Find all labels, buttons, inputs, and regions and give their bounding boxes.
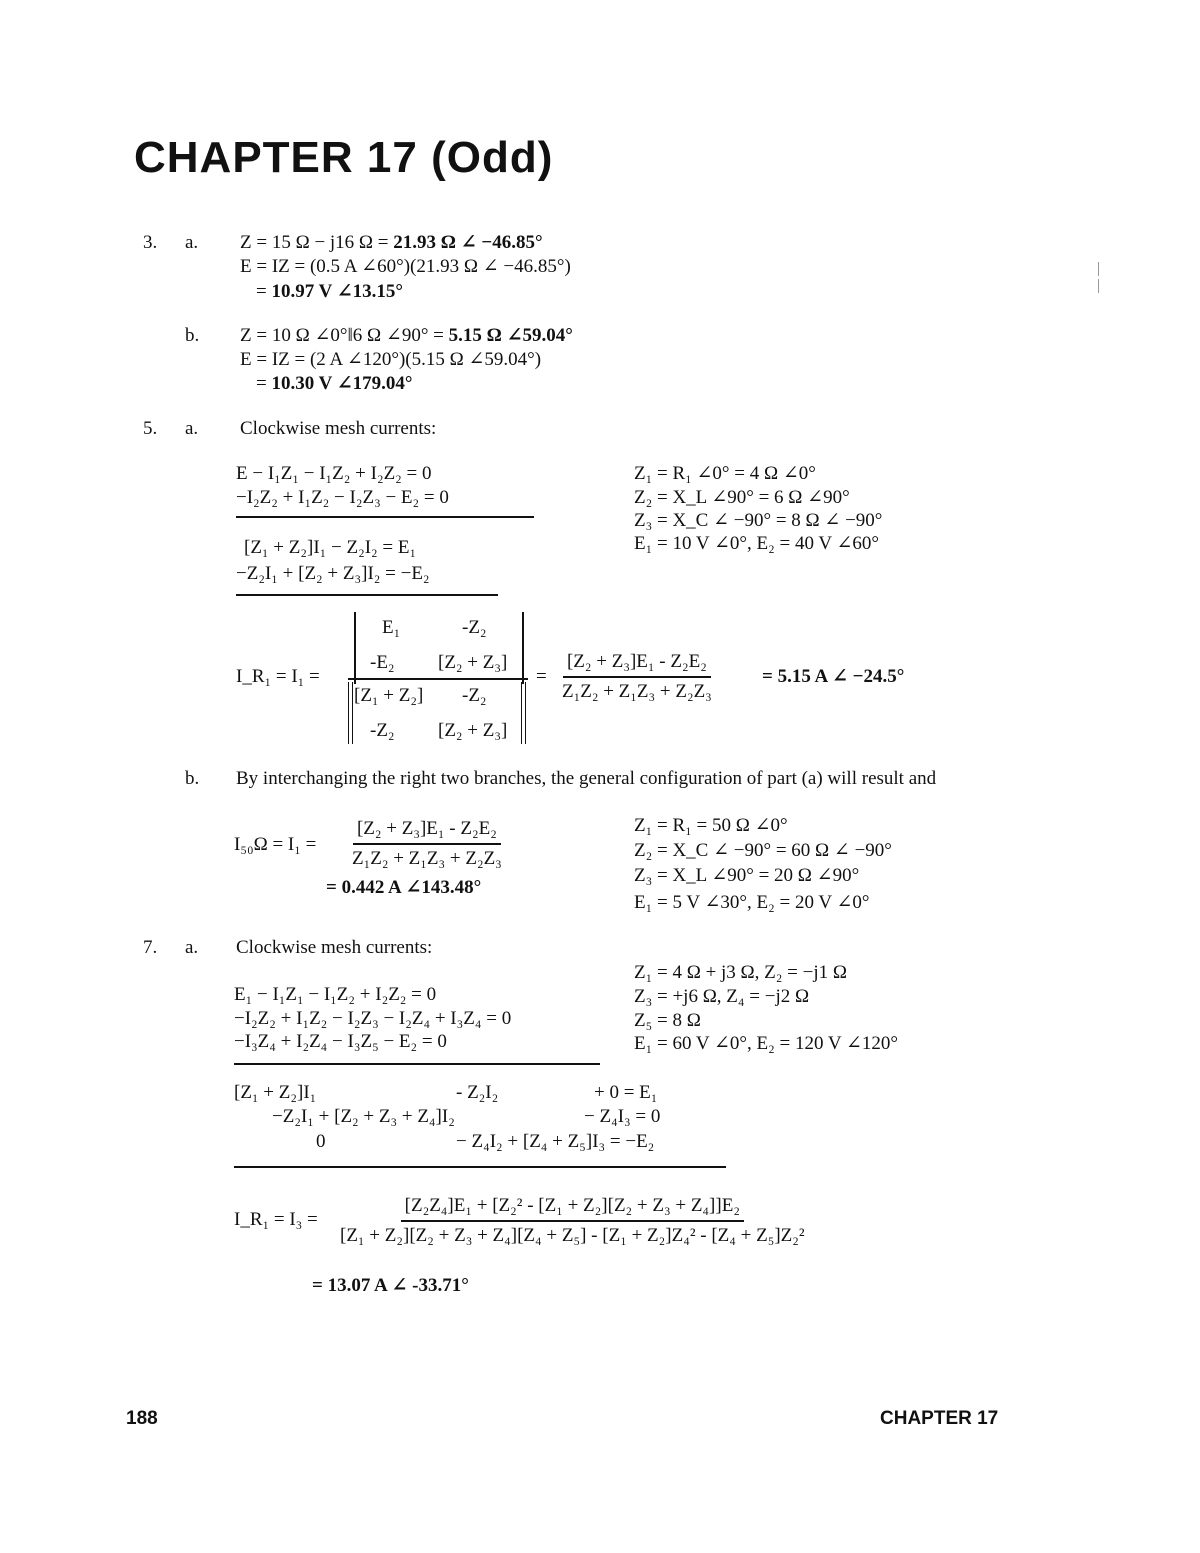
problem-5a-fraction bbox=[558, 651, 716, 703]
problem-7a-heading: Clockwise mesh currents: bbox=[236, 937, 433, 958]
problem-5b-def-z1: Z₁ = R₁ = 50 Ω ∠0° bbox=[634, 815, 788, 836]
det-num-right-bar bbox=[522, 612, 524, 684]
problem-3b-voltage-result: 10.30 V ∠179.04° bbox=[271, 373, 413, 394]
problem-5a-rule-1 bbox=[236, 516, 534, 518]
problem-7a-fraction-numerator: [Z₂Z₄]E₁ + [Z₂² - [Z₁ + Z₂][Z₂ + Z₃ + Z₄]]E₂ bbox=[401, 1195, 744, 1222]
problem-7a-label: a. bbox=[185, 937, 199, 958]
problem-5a-fraction-numerator: [Z₂ + Z₃]E₁ - Z₂E₂ bbox=[563, 651, 711, 678]
det-num-left-bar bbox=[354, 612, 356, 684]
problem-5a-mesh-eq2: −I₂Z₂ + I₁Z₂ − I₂Z₃ − E₂ = 0 bbox=[236, 487, 449, 508]
problem-5-number: 5. bbox=[143, 418, 158, 439]
problem-5a-def-z2: Z₂ = X_L ∠90° = 6 Ω ∠90° bbox=[634, 487, 850, 508]
problem-7a-sys-r2c3: − Z₄I₃ = 0 bbox=[584, 1106, 661, 1127]
margin-mark bbox=[1098, 262, 1099, 276]
problem-3b-line2: E = IZ = (2 A ∠120°)(5.15 Ω ∠59.04°) bbox=[240, 349, 542, 370]
problem-7a-rule-2 bbox=[234, 1166, 726, 1168]
problem-7a-fraction bbox=[336, 1195, 809, 1247]
problem-3a-line2: E = IZ = (0.5 A ∠60°)(21.93 Ω ∠ −46.85°) bbox=[240, 256, 571, 277]
problem-7a-def-e: E₁ = 60 V ∠0°, E₂ = 120 V ∠120° bbox=[634, 1033, 898, 1054]
det-den-a11: [Z₁ + Z₂] bbox=[354, 685, 424, 706]
problem-3a-label: a. bbox=[185, 232, 199, 253]
problem-7a-sys-r3c1: 0 bbox=[316, 1131, 326, 1152]
problem-3b-impedance-result: 5.15 Ω ∠59.04° bbox=[448, 325, 573, 346]
problem-3a-line1 bbox=[240, 232, 543, 254]
problem-7a-sys-r1c2: - Z₂I₂ bbox=[456, 1082, 499, 1103]
problem-7a-def-z3-z4: Z₃ = +j6 Ω, Z₄ = −j2 Ω bbox=[634, 986, 810, 1007]
problem-3a-line1-text: Z = 15 Ω − j16 Ω = bbox=[240, 232, 394, 253]
chapter-title: CHAPTER 17 (Odd) bbox=[134, 133, 554, 182]
problem-5b-def-z2: Z₂ = X_C ∠ −90° = 60 Ω ∠ −90° bbox=[634, 840, 892, 861]
problem-5a-system-eq1: [Z₁ + Z₂]I₁ − Z₂I₂ = E₁ bbox=[244, 537, 417, 558]
problem-5b-label: b. bbox=[185, 768, 200, 789]
problem-7a-def-z5: Z₅ = 8 Ω bbox=[634, 1010, 701, 1031]
problem-5b-fraction-numerator: [Z₂ + Z₃]E₁ - Z₂E₂ bbox=[353, 818, 501, 845]
problem-5a-rule-2 bbox=[236, 594, 498, 596]
det-num-a22: [Z₂ + Z₃] bbox=[438, 652, 508, 673]
problem-5a-lhs: I_R₁ = I₁ = bbox=[236, 666, 320, 687]
problem-5b-result: = 0.442 A ∠143.48° bbox=[326, 877, 482, 898]
running-footer: CHAPTER 17 bbox=[880, 1408, 999, 1429]
problem-5b-def-e: E₁ = 5 V ∠30°, E₂ = 20 V ∠0° bbox=[634, 892, 870, 913]
det-num-a21: -E₂ bbox=[370, 652, 395, 673]
problem-5a-result: = 5.15 A ∠ −24.5° bbox=[762, 666, 905, 687]
problem-3b-line1-text: Z = 10 Ω ∠0°‖6 Ω ∠90° = bbox=[240, 325, 449, 346]
problem-5a-heading: Clockwise mesh currents: bbox=[240, 418, 437, 439]
det-num-a11: E₁ bbox=[382, 617, 401, 638]
problem-3a-voltage-result: 10.97 V ∠13.15° bbox=[271, 281, 404, 302]
problem-5b-fraction bbox=[348, 818, 506, 870]
det-den-left-bar bbox=[348, 682, 353, 744]
problem-3b-line1 bbox=[240, 325, 573, 347]
problem-5a-def-e: E₁ = 10 V ∠0°, E₂ = 40 V ∠60° bbox=[634, 533, 879, 554]
det-den-a22: [Z₂ + Z₃] bbox=[438, 720, 508, 741]
problem-3b-line3 bbox=[256, 373, 413, 395]
problem-7a-sys-r3c2: − Z₄I₂ + [Z₄ + Z₅]I₃ = −E₂ bbox=[456, 1131, 655, 1152]
problem-5b-def-z3: Z₃ = X_L ∠90° = 20 Ω ∠90° bbox=[634, 865, 860, 886]
det-den-right-bar bbox=[521, 682, 526, 744]
problem-5a-fraction-denominator: Z₁Z₂ + Z₁Z₃ + Z₂Z₃ bbox=[562, 681, 712, 702]
problem-3a-line3 bbox=[256, 281, 403, 303]
problem-5a-system-eq2: −Z₂I₁ + [Z₂ + Z₃]I₂ = −E₂ bbox=[236, 563, 430, 584]
problem-7a-def-z1-z2: Z₁ = 4 Ω + j3 Ω, Z₂ = −j1 Ω bbox=[634, 962, 847, 983]
problem-5a-equals: = bbox=[536, 666, 547, 687]
problem-3-number: 3. bbox=[143, 232, 158, 253]
problem-5b-lhs: I₅₀Ω = I₁ = bbox=[234, 834, 317, 855]
problem-7a-result: = 13.07 A ∠ -33.71° bbox=[312, 1275, 469, 1296]
problem-7a-sys-r2c1: −Z₂I₁ + [Z₂ + Z₃ + Z₄]I₂ bbox=[272, 1106, 455, 1127]
problem-7a-sys-r1c1: [Z₁ + Z₂]I₁ bbox=[234, 1082, 317, 1103]
problem-5b-text: By interchanging the right two branches, the general configuration of part (a) will result and bbox=[236, 768, 937, 789]
problem-5a-def-z1: Z₁ = R₁ ∠0° = 4 Ω ∠0° bbox=[634, 463, 816, 484]
problem-3a-impedance-result: 21.93 Ω ∠ −46.85° bbox=[393, 232, 543, 253]
margin-mark bbox=[1098, 279, 1099, 293]
page-number: 188 bbox=[126, 1408, 158, 1429]
problem-7a-sys-r1c3: + 0 = E₁ bbox=[594, 1082, 658, 1103]
problem-5a-det-fraction-bar bbox=[348, 678, 528, 680]
problem-7a-lhs: I_R₁ = I₃ = bbox=[234, 1209, 318, 1230]
problem-7a-mesh-eq1: E₁ − I₁Z₁ − I₁Z₂ + I₂Z₂ = 0 bbox=[234, 984, 437, 1005]
problem-3a-line3-eq: = bbox=[256, 281, 272, 302]
problem-3b-label: b. bbox=[185, 325, 200, 346]
problem-7a-mesh-eq3: −I₃Z₄ + I₂Z₄ − I₃Z₅ − E₂ = 0 bbox=[234, 1031, 447, 1052]
problem-3b-line3-eq: = bbox=[256, 373, 272, 394]
det-den-a12: -Z₂ bbox=[462, 685, 487, 706]
det-num-a12: -Z₂ bbox=[462, 617, 487, 638]
problem-5a-mesh-eq1: E − I₁Z₁ − I₁Z₂ + I₂Z₂ = 0 bbox=[236, 463, 432, 484]
problem-7a-mesh-eq2: −I₂Z₂ + I₁Z₂ − I₂Z₃ − I₂Z₄ + I₃Z₄ = 0 bbox=[234, 1008, 512, 1029]
problem-5b-fraction-denominator: Z₁Z₂ + Z₁Z₃ + Z₂Z₃ bbox=[352, 848, 502, 869]
problem-7-number: 7. bbox=[143, 937, 158, 958]
problem-5a-def-z3: Z₃ = X_C ∠ −90° = 8 Ω ∠ −90° bbox=[634, 510, 883, 531]
det-den-a21: -Z₂ bbox=[370, 720, 395, 741]
problem-7a-rule-1 bbox=[234, 1063, 600, 1065]
problem-5a-label: a. bbox=[185, 418, 199, 439]
problem-7a-fraction-denominator: [Z₁ + Z₂][Z₂ + Z₃ + Z₄][Z₄ + Z₅] - [Z₁ + Z₂]Z₄² - [Z₄ + Z₅]Z₂² bbox=[340, 1225, 805, 1246]
